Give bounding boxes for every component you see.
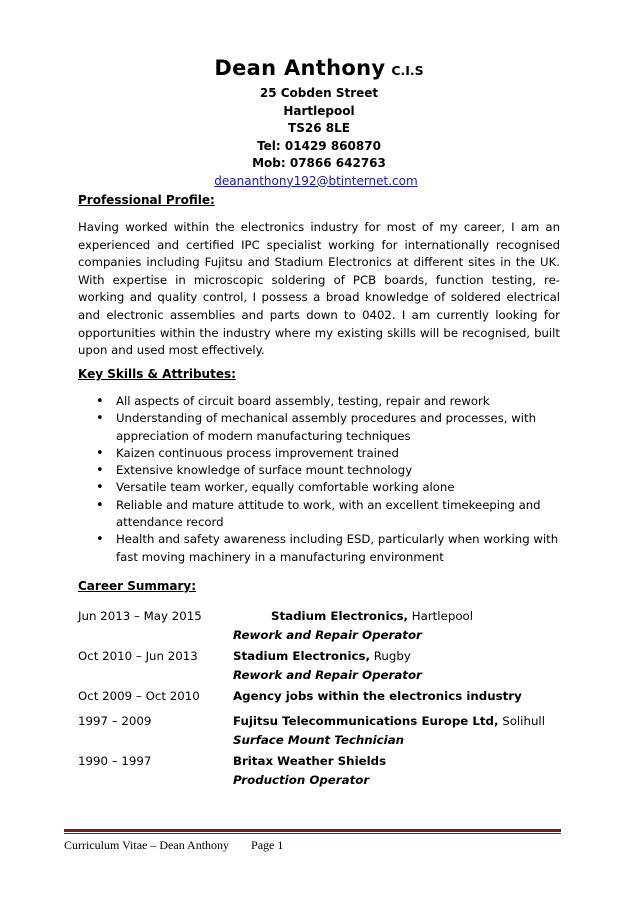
footer-divider [64,829,561,832]
list-item [78,479,560,496]
bullet-icon: • [96,497,104,513]
page-number: Page 1 [251,838,284,852]
candidate-name: Dean Anthony [214,56,386,80]
mobile: Mob: 07866 642763 [252,156,386,170]
job-location: Rugby [373,649,411,663]
job-employer: Fujitsu Telecommunications Europe Ltd, [233,714,499,728]
job-dates: Oct 2009 – Oct 2010 [78,689,200,703]
bullet-icon: • [96,394,104,409]
bullet-icon: • [96,411,104,427]
name-line [0,55,638,81]
list-item [78,531,560,566]
job-entry [78,752,560,792]
footer-divider-thin [64,833,561,834]
job-entry [78,647,560,687]
job-role: Rework and Repair Operator [233,628,422,642]
job-location: Solihull [502,714,545,728]
career-heading: Career Summary: [78,579,197,593]
address-town: Hartlepool [283,103,355,118]
job-employer: Stadium Electronics, [233,649,370,663]
address-postcode: TS26 8LE [288,121,350,135]
bullet-icon: • [96,463,104,479]
job-detail [233,647,560,685]
job-dates: 1997 – 2009 [78,714,152,728]
telephone: Tel: 01429 860870 [257,138,381,153]
skill-text: Reliable and mature attitude to work, with an excellent timekeeping and attendance record [116,497,541,530]
email-link[interactable]: deananthony192@btinternet.com [214,173,418,188]
list-item [78,462,560,479]
name-suffix: C.I.S [391,63,424,78]
skill-text: Understanding of mechanical assembly procedures and processes, with appreciation of modern manufacturing techniques [116,411,537,443]
skill-text: Health and safety awareness including ESD, particularly when working with fast moving machinery in a manufacturing environment [116,532,559,564]
cv-header [0,55,638,190]
skills-heading: Key Skills & Attributes: [78,367,236,381]
job-detail [233,687,560,706]
job-role: Production Operator [233,773,370,787]
skill-text: Extensive knowledge of surface mount technology [116,463,413,478]
bullet-icon: • [96,532,104,548]
skill-text: All aspects of circuit board assembly, testing, repair and rework [116,394,490,408]
job-employer-line [233,712,560,731]
job-employer: Britax Weather Shields [233,754,387,768]
bullet-icon: • [96,480,104,496]
job-employer-line [233,607,560,626]
job-detail [233,752,560,790]
skill-text: Versatile team worker, equally comfortable working alone [116,480,455,495]
job-employer: Stadium Electronics, [271,609,408,623]
list-item [78,410,560,445]
footer-title: Curriculum Vitae – Dean Anthony [64,838,230,852]
bullet-icon: • [96,445,104,461]
job-dates: 1990 – 1997 [78,754,152,768]
job-detail [233,607,560,645]
job-detail [233,712,560,750]
job-employer-line [233,647,560,666]
page-footer [64,838,283,853]
skill-text: Kaizen continuous process improvement trained [116,445,399,460]
job-entry [78,712,560,752]
job-location: Hartlepool [411,609,474,623]
job-entry [78,687,560,712]
job-role: Rework and Repair Operator [233,668,422,682]
profile-heading: Professional Profile: [78,193,215,207]
list-item [78,393,560,410]
list-item [78,497,560,532]
job-entry [78,607,560,647]
job-dates: Jun 2013 – May 2015 [78,609,202,623]
address-street: 25 Cobden Street [259,86,379,100]
job-employer: Agency jobs within the electronics industry [233,689,522,703]
profile-text: Having worked within the electronics industry for most of my career, I am an experienced and certified IPC specialist working for internationally recognised companies including Fujitsu and Stadium Electronics at different sites in the UK. With expertise in microscopic soldering of PCB boards, function testing, re-working and quality control, I possess a broad knowledge of soldered electrical and electronic assemblies and parts down to 0402. I am currently looking for opportunities within the industry where my existing skills will be recognised, built upon and used most effectively. [78,220,560,358]
job-role: Surface Mount Technician [233,733,405,747]
career-list [78,607,560,792]
list-item [78,445,560,462]
job-dates: Oct 2010 – Jun 2013 [78,649,198,663]
skills-list [78,393,560,566]
